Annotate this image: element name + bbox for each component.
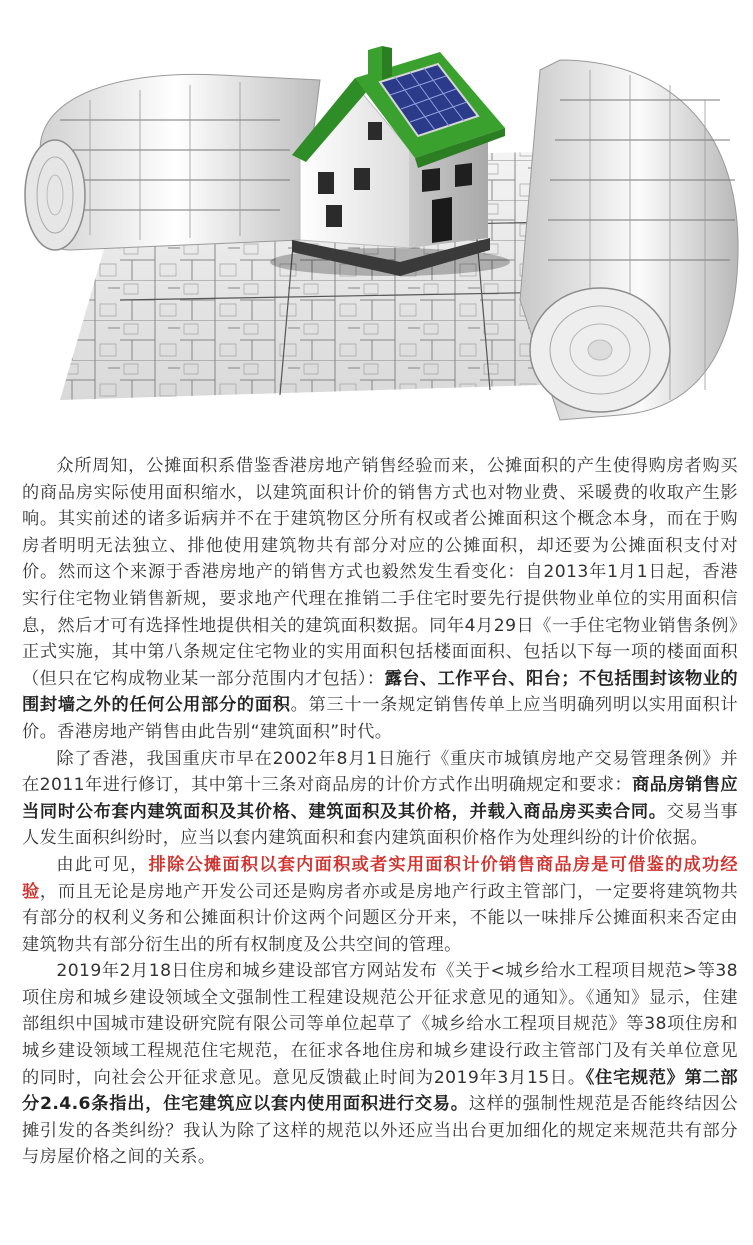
house-blueprint-illustration: [0, 0, 753, 440]
body-text: 。第三十一条规定销售传单上应当明确列明以实用面积计价。香港房地产销售由此告别“建筑面积”时代。: [22, 695, 738, 742]
article-paragraph: [22, 958, 738, 1171]
hero-image: [0, 0, 753, 440]
body-text: 众所周知，公摊面积系借鉴香港房地产销售经验而来，公摊面积的产生使得购房者购买的商品房实际使用面积缩水，以建筑面积计价的销售方式也对物业费、采暖费的收取产生影响。其实前述的诸多诟病并不在于建筑物区分所有权或者公摊面积这个概念本身，而在于购房者明明无法独立、排他使用建筑物共有部分对应的公摊面积，却还要为公摊面积支付对价。然而这个来源于香港房地产的销售方式也毅然发生看变化：自2013年1月1日起，香港实行住宅物业销售新规，要求地产代理在推销二手住宅时要先行提供物业单位的实用面积信息，然后才可有选择性地提供相关的建筑面积数据。同年4月29日《一手住宅物业销售条例》正式实施，其中第八条规定住宅物业的实用面积包括楼面面积、包括以下每一项的楼面面积（但只在它构成物业某一部分范围内才包括）：: [22, 456, 738, 689]
article-paragraph: [22, 746, 738, 852]
bold-text: 《住宅规范》第二部分2.4.6条指出，住宅建筑应以套内使用面积进行交易。: [22, 1067, 738, 1115]
body-text: 交易当事人发生面积纠纷时，应当以套内建筑面积和套内建筑面积价格作为处理纠纷的计价依据。: [22, 801, 738, 849]
bold-text: 露台、工作平台、阳台；不包括围封该物业的围封墙之外的任何公用部分的面积: [22, 668, 738, 716]
body-text: ，而且无论是房地产开发公司还是购房者亦或是房地产行政主管部门，一定要将建筑物共有部分的权利义务和公摊面积计价这两个问题区分开来，不能以一味排斥公摊面积来否定由建筑物共有部分衍生出的所有权制度及公共空间的管理。: [22, 881, 739, 955]
blueprint-roll-icon: [520, 60, 738, 420]
body-text: 这样的强制性规范是否能终结因公摊引发的各类纠纷？我认为除了这样的规范以外还应当出台更加细化的规定来规范共有部分与房屋价格之间的关系。: [22, 1094, 738, 1168]
blueprint-roll-icon: [25, 74, 320, 250]
body-text: 除了香港，我国重庆市早在2002年8月1日施行《重庆市城镇房地产交易管理条例》并在2011年进行修订，其中第十三条对商品房的计价方式作出明确规定和要求：: [22, 748, 738, 796]
article-paragraph: [22, 453, 738, 746]
highlight-text: 排除公摊面积以套内面积或者实用面积计价销售商品房是可借鉴的成功经验: [22, 854, 738, 902]
article-body: [22, 453, 738, 1171]
body-text: 2019年2月18日住房和城乡建设部官方网站发布《关于<城乡给水工程项目规范>等38项住房和城乡建设领域全文强制性工程建设规范公开征求意见的通知》。《通知》显示，住建部组织中国城市建设研究院有限公司等单位起草了《城乡给水工程项目规范》等38项住房和城乡建设领域工程规范住宅规范，在征求各地住房和城乡建设行政主管部门及有关单位意见的同时，向社会公开征求意见。意见反馈截止时间为2019年3月15日。: [22, 961, 738, 1088]
bold-text: 商品房销售应当同时公布套内建筑面积及其价格、建筑面积及其价格，并载入商品房买卖合同。: [22, 775, 738, 822]
article-paragraph: [22, 852, 738, 958]
body-text: 由此可见，: [56, 854, 149, 875]
